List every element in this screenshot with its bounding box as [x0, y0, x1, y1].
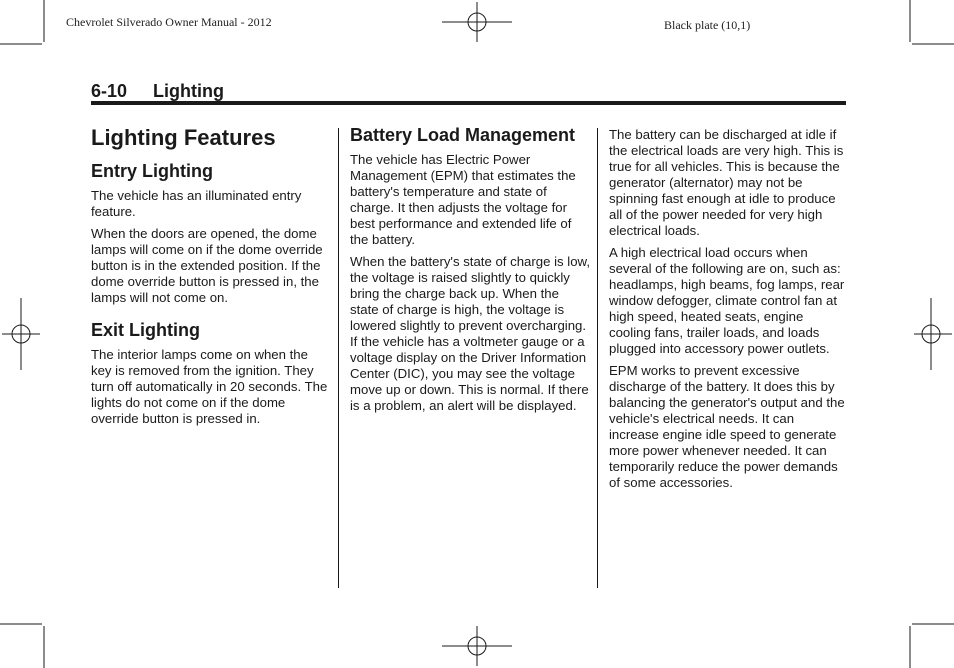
- paragraph: The interior lamps come on when the key is removed from the ignition. They turn off automatically in 20 seconds. The lights do not come on if the dome override button is pressed in.: [91, 347, 328, 426]
- plate-label: Black plate (10,1): [664, 18, 751, 32]
- column-3: [609, 127, 847, 497]
- registration-mark-right: [914, 298, 952, 370]
- page-number: 6-10: [91, 81, 128, 101]
- exit-lighting-heading: Exit Lighting: [91, 320, 200, 340]
- paragraph: The battery can be discharged at idle if the electrical loads are very high. This is true for all vehicles. This is because the generator (alternator) may not be spinning fast enough at idle to produce all of the power needed for very high electrical loads.: [609, 127, 844, 238]
- column-2: [350, 125, 590, 420]
- book-title: Chevrolet Silverado Owner Manual - 2012: [66, 15, 272, 29]
- paragraph: EPM works to prevent excessive discharge of the battery. It does this by balancing the generator's output and the vehicle's electrical needs. It can increase engine idle speed to generate more power whenever needed. It can temporarily reduce the power demands of some accessories.: [609, 363, 845, 490]
- paragraph: The vehicle has an illuminated entry feature.: [91, 188, 302, 219]
- entry-lighting-heading: Entry Lighting: [91, 161, 213, 181]
- section-title: Lighting: [153, 81, 225, 101]
- column-divider-2: [597, 128, 598, 588]
- registration-mark-bottom: [442, 626, 512, 666]
- page-title: Lighting Features: [91, 125, 276, 150]
- registration-mark-left: [2, 298, 40, 370]
- battery-load-management-heading: Battery Load Management: [350, 125, 576, 145]
- paragraph: A high electrical load occurs when several of the following are on, such as: headlamps, high beams, fog lamps, rear window defogger, climate control fan at high speed, heated seats, engine cooling fans, trailer loads, and loads plugged into accessory power outlets.: [609, 245, 845, 356]
- column-1: [91, 125, 331, 433]
- header-rule: [91, 101, 846, 105]
- column-divider-1: [338, 128, 339, 588]
- running-head: [91, 81, 224, 102]
- paragraph: When the doors are opened, the dome lamps will come on if the dome override button is in the extended position. If the dome override button is pressed in, the lamps will not come on.: [91, 226, 323, 305]
- paragraph: When the battery's state of charge is low, the voltage is raised slightly to quickly bring the charge back up. When the state of charge is high, the voltage is lowered slightly to prevent overcharging. If the vehicle has a voltmeter gauge or a voltage display on the Driver Information Center (DIC), you may see the voltage move up or down. This is normal. If there is a problem, an alert will be displayed.: [350, 254, 591, 413]
- registration-mark-top: [442, 2, 512, 42]
- paragraph: The vehicle has Electric Power Management (EPM) that estimates the battery's temperature and state of charge. It then adjusts the voltage for best performance and extended life of the battery.: [350, 152, 576, 247]
